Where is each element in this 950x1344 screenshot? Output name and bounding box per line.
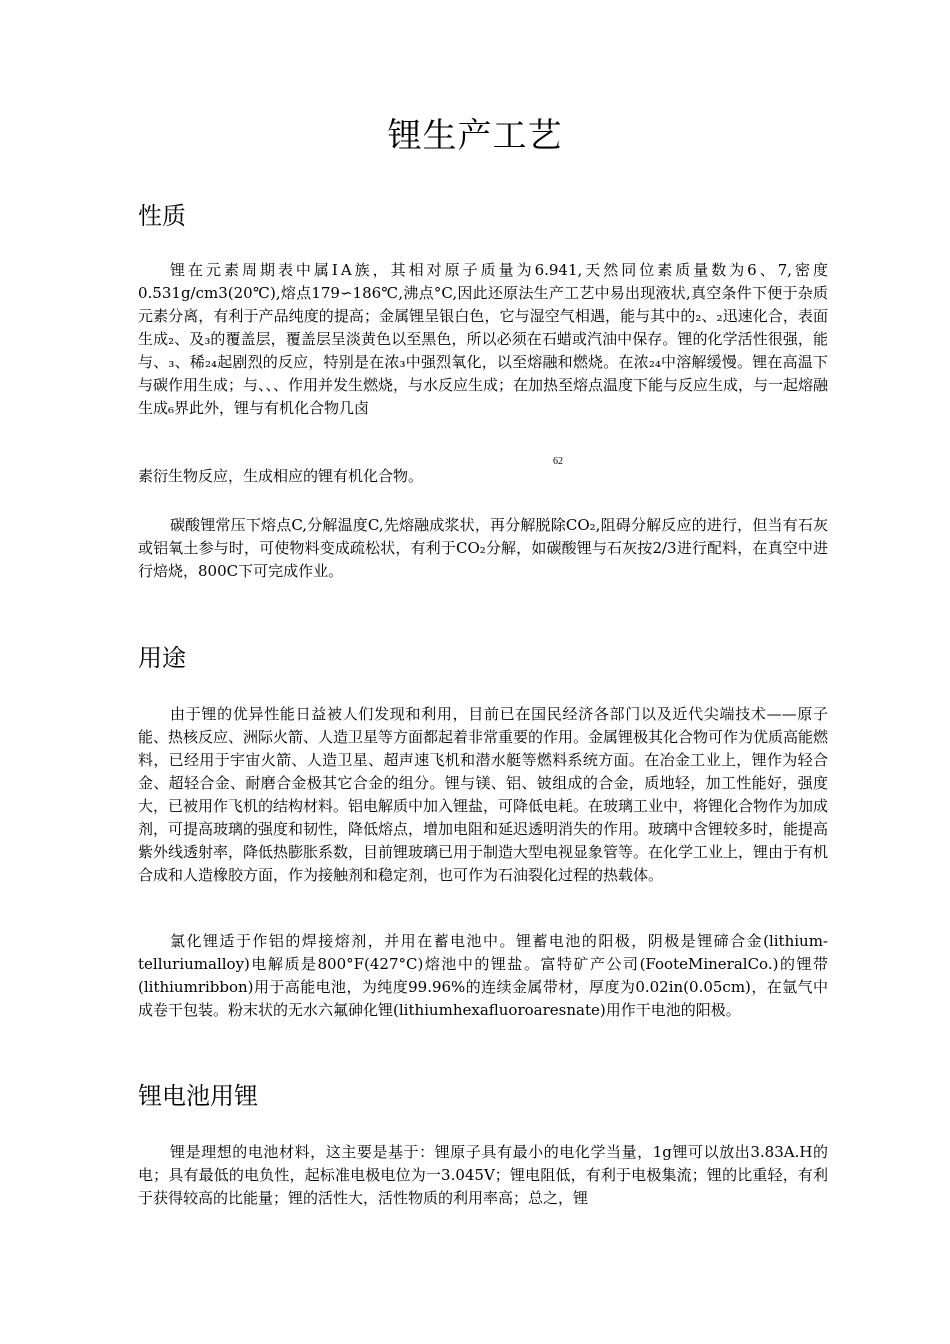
paragraph-properties-3: 碳酸锂常压下熔点C,分解温度C,先熔融成浆状，再分解脱除CO₂,阻碍分解反应的进行，但当有石灰或铝氧土参与时，可使物料变成疏松状，有利于CO₂分解，如碳酸锂与石灰按2/3进行配料，在真空中进行焙烧，800C下可完成作业。 (138, 516, 828, 580)
paragraph-uses-1: 由于锂的优异性能日益被人们发现和利用，目前已在国民经济各部门以及近代尖端技术——原子能、热核反应、洲际火箭、人造卫星等方面都起着非常重要的作用。金属锂极其化合物可作为优质高能燃料，已经用于宇宙火箭、人造卫星、超声速飞机和潜水艇等燃料系统方面。在冶金工业上，锂作为轻合金、超轻合金、耐磨合金极其它合金的组分。锂与镁、铝、铍组成的合金，质地轻，加工性能好，强度大，已被用作飞机的结构材料。铝电解质中加入锂盐，可降低电耗。在玻璃工业中，将锂化合物作为加成剂，可提高玻璃的强度和韧性，降低熔点，增加电阻和延迟透明消失的作用。玻璃中含锂较多时，能提高紫外线透射率，降低热膨胀系数，目前锂玻璃已用于制造大型电视显象管等。在化学工业上，锂由于有机合成和人造橡胶方面，作为接触剂和稳定剂，也可作为石油裂化过程的热载体。 (138, 705, 829, 884)
page-marker: 62 (553, 456, 563, 467)
paragraph-uses-2: 氯化锂适于作铝的焊接熔剂，并用在蓄电池中。锂蓄电池的阳极，阴极是锂碲合金(lithium-telluriumalloy)电解质是800°F(427°C)熔池中的锂盐。富特矿产公司(FooteMineralCo.)的锂带(lithiumribbon)用于高能电池，为纯度99.96%的连续金属带材，厚度为0.02in(0.05cm)，在氩气中成卷干包装。粉末状的无水六氟砷化锂(lithiumhexafluoroaresnate)用作干电池的阳极。 (138, 932, 828, 1019)
section-heading-uses: 用途 (138, 644, 186, 672)
document-title: 锂生产工艺 (387, 116, 563, 156)
section-heading-battery-lithium: 锂电池用锂 (138, 1082, 258, 1110)
paragraph-properties-1: 锂在元素周期表中属ⅠA族，其相对原子质量为6.941,天然同位素质量数为6、7,密度0.531g/cm3(20℃),熔点179∽186℃,沸点°C,因此还原法生产工艺中易出现液状,真空条件下便于杂质元素分离，有利于产品纯度的提高；金属锂呈银白色，它与湿空气相遇，能与其中的₂、₂迅速化合，表面生成₂、及₃的覆盖层，覆盖层呈淡黄色以至黑色，所以必须在石蜡或汽油中保存。锂的化学活性很强，能与、₃、稀₂₄起剧烈的反应，特别是在浓₃中强烈氧化，以至熔融和燃烧。在浓₂₄中溶解缓慢。锂在高温下与碳作用生成；与、、、作用并发生燃烧，与水反应生成；在加热至熔点温度下能与反应生成，与一起熔融生成₆界此外，锂与有机化合物几卤 (138, 261, 829, 417)
paragraph-properties-2: 素衍生物反应，生成相应的锂有机化合物。 (138, 467, 424, 485)
section-heading-properties: 性质 (138, 202, 186, 230)
paragraph-battery-1: 锂是理想的电池材料，这主要是基于：锂原子具有最小的电化学当量，1g锂可以放出3.83A.H的电；具有最低的电负性，起标准电极电位为一3.045V；锂电阻低，有利于电极集流；锂的比重轻，有利于获得较高的比能量；锂的活性大，活性物质的利用率高；总之，锂 (138, 1143, 828, 1207)
